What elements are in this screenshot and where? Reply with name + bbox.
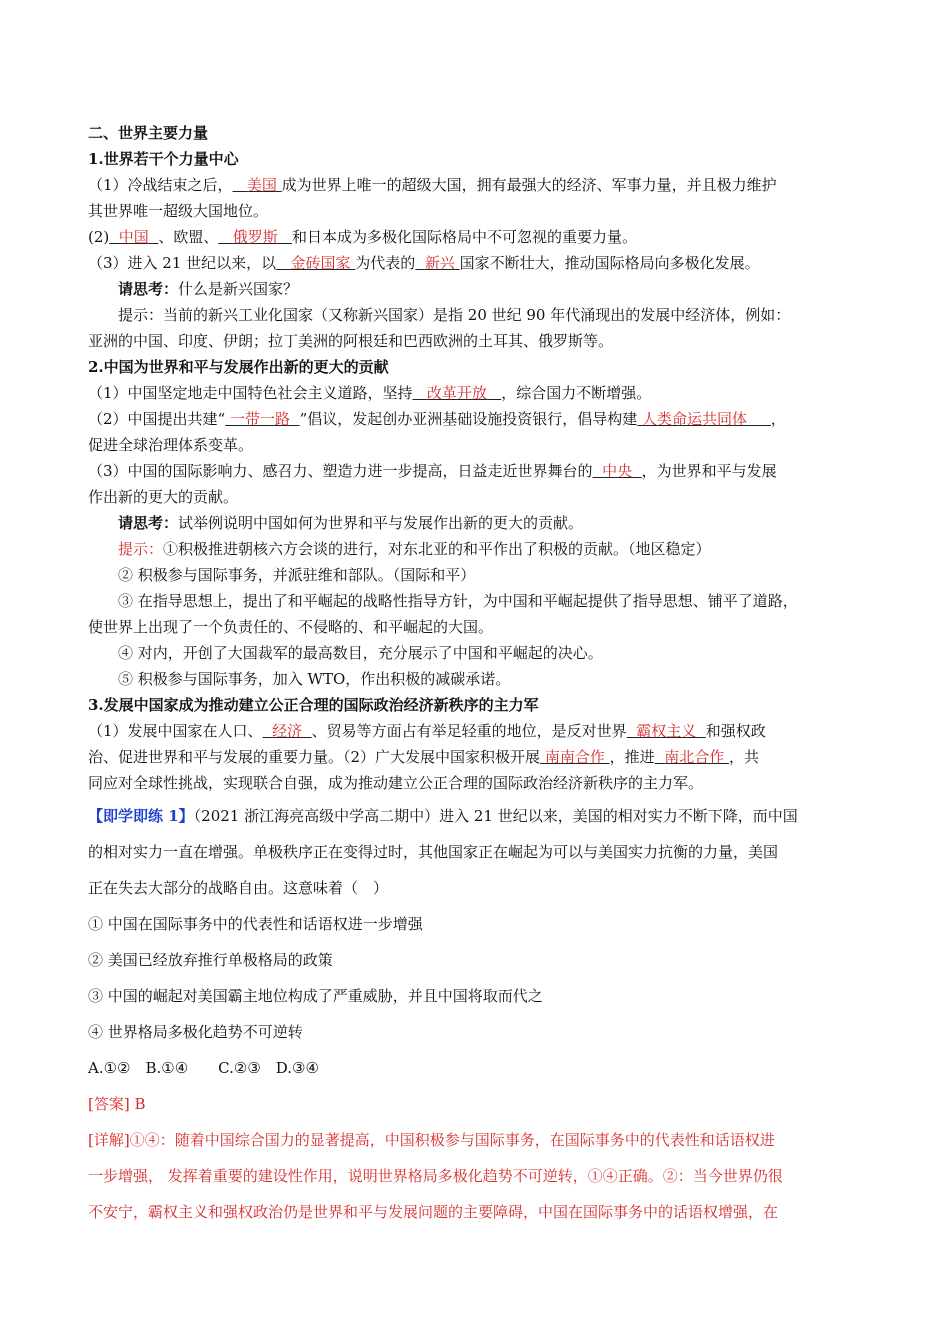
heading-3: 3.发展中国家成为推动建立公正合理的国际政治经济新秩序的主力军 bbox=[88, 696, 539, 714]
hint-2-item-3: ③ 在指导思想上，提出了和平崛起的战略性指导方针，为中国和平崛起提供了指导思想、铺平了道路， bbox=[118, 592, 798, 610]
explanation-line-1: [详解]①④：随着中国综合国力的显著提高，中国积极参与国际事务，在国际事务中的代表性和话语权进 bbox=[88, 1131, 775, 1149]
fill-blank: 金砖国家 bbox=[290, 254, 351, 272]
option-2: ② 美国已经放弃推行单极格局的政策 bbox=[88, 951, 333, 969]
paragraph-2-2: （2）中国提出共建“ 一带一路 ”倡议，发起创办亚洲基础设施投资银行，倡导构建 人类命运共同体 ， bbox=[88, 410, 786, 428]
explanation-line-3: 不安宁，霸权主义和强权政治仍是世界和平与发展问题的主要障碍，中国在国际事务中的话语权增强，在 bbox=[88, 1203, 779, 1221]
document-page bbox=[88, 118, 868, 1230]
paragraph-2-2-cont: 促进全球治理体系变革。 bbox=[88, 436, 254, 454]
fill-blank: 新兴 bbox=[424, 254, 455, 272]
hint-2-item-4: ④ 对内，开创了大国裁军的最高数目，充分展示了中国和平崛起的决心。 bbox=[118, 644, 603, 662]
paragraph-3-1-cont: 治、促进世界和平与发展的重要力量。（2）广大发展中国家积极开展 南南合作 ，推进 南北合作 ，共 bbox=[88, 748, 759, 766]
exercise-stem-cont: 的相对实力一直在增强。单极秩序正在变得过时，其他国家正在崛起为可以与美国实力抗衡的力量，美国 bbox=[88, 843, 779, 861]
option-3: ③ 中国的崛起对美国霸主地位构成了严重威胁，并且中国将取而代之 bbox=[88, 987, 543, 1005]
fill-blank: 俄罗斯 bbox=[232, 228, 278, 246]
fill-blank: 南北合作 bbox=[664, 748, 725, 766]
answer: [答案] B bbox=[88, 1095, 146, 1113]
exercise-stem: 【即学即练 1】（2021 浙江海亮高级中学高二期中）进入 21 世纪以来，美国的相对实力不断下降，而中国 bbox=[88, 807, 798, 825]
paragraph-2-1: （1）中国坚定地走中国特色社会主义道路，坚持 改革开放 ，综合国力不断增强。 bbox=[88, 384, 652, 402]
heading-1: 1.世界若干个力量中心 bbox=[88, 150, 239, 168]
exercise-stem-end: 正在失去大部分的战略自由。这意味着（ ） bbox=[88, 879, 389, 897]
fill-blank: 南南合作 bbox=[544, 748, 605, 766]
fill-blank: 经济 bbox=[272, 722, 303, 740]
explanation-line-2: 一步增强， 发挥着重要的建设性作用，说明世界格局多极化趋势不可逆转，①④正确。②：当今世界仍很 bbox=[88, 1167, 783, 1185]
paragraph-3-1-end: 同应对全球性挑战，实现联合自强，成为推动建立公正合理的国际政治经济新秩序的主力军。 bbox=[88, 774, 704, 792]
paragraph-3-1: （1）发展中国家在人口、 经济 、贸易等方面占有举足轻重的地位，是反对世界 霸权主义 和强权政 bbox=[88, 722, 766, 740]
answer-choices: A.①② B.①④ C.②③ D.③④ bbox=[88, 1059, 319, 1077]
fill-blank: 人类命运共同体 bbox=[642, 410, 748, 428]
fill-blank: 霸权主义 bbox=[636, 722, 697, 740]
paragraph-1-1: （1）冷战结束之后， 美国 成为世界上唯一的超级大国，拥有最强大的经济、军事力量，并且极力维护 bbox=[88, 176, 777, 194]
hint-2-item-1: 提示：①积极推进朝核六方会谈的进行，对东北亚的和平作出了积极的贡献。（地区稳定） bbox=[118, 540, 711, 558]
paragraph-1-3: （3）进入 21 世纪以来，以 金砖国家 为代表的 新兴 国家不断壮大，推动国际格局向多极化发展。 bbox=[88, 254, 760, 272]
option-1: ① 中国在国际事务中的代表性和话语权进一步增强 bbox=[88, 915, 423, 933]
paragraph-1-2: (2) 中国 、欧盟、 俄罗斯 和日本成为多极化国际格局中不可忽视的重要力量。 bbox=[88, 228, 638, 246]
fill-blank: 改革开放 bbox=[426, 384, 487, 402]
paragraph-1-1-cont: 其世界唯一超级大国地位。 bbox=[88, 202, 269, 220]
hint-2-item-3-cont: 使世界上出现了一个负责任的、不侵略的、和平崛起的大国。 bbox=[88, 618, 494, 636]
heading-2: 2.中国为世界和平与发展作出新的更大的贡献 bbox=[88, 358, 389, 376]
fill-blank: 一带一路 bbox=[230, 410, 291, 428]
section-title: 二、世界主要力量 bbox=[88, 124, 209, 142]
paragraph-2-3: （3）中国的国际影响力、感召力、塑造力进一步提高，日益走近世界舞台的 中央 ，为世界和平与发展 bbox=[88, 462, 777, 480]
paragraph-2-3-cont: 作出新的更大的贡献。 bbox=[88, 488, 239, 506]
option-4: ④ 世界格局多极化趋势不可逆转 bbox=[88, 1023, 303, 1041]
think-question-2: 请思考：试举例说明中国如何为世界和平与发展作出新的更大的贡献。 bbox=[118, 514, 584, 532]
hint-2-item-5: ⑤ 积极参与国际事务，加入 WTO，作出积极的减碳承诺。 bbox=[118, 670, 511, 688]
hint-2-item-2: ② 积极参与国际事务，并派驻维和部队。（国际和平） bbox=[118, 566, 476, 584]
hint-1-cont: 亚洲的中国、印度、伊朗；拉丁美洲的阿根廷和巴西欧洲的土耳其、俄罗斯等。 bbox=[88, 332, 614, 350]
fill-blank: 中国 bbox=[118, 228, 149, 246]
fill-blank: 美国 bbox=[246, 176, 277, 194]
hint-1: 提示：当前的新兴工业化国家（又称新兴国家）是指 20 世纪 90 年代涌现出的发展中经济体，例如： bbox=[118, 306, 791, 324]
fill-blank: 中央 bbox=[602, 462, 633, 480]
think-question-1: 请思考：什么是新兴国家？ bbox=[118, 280, 299, 298]
